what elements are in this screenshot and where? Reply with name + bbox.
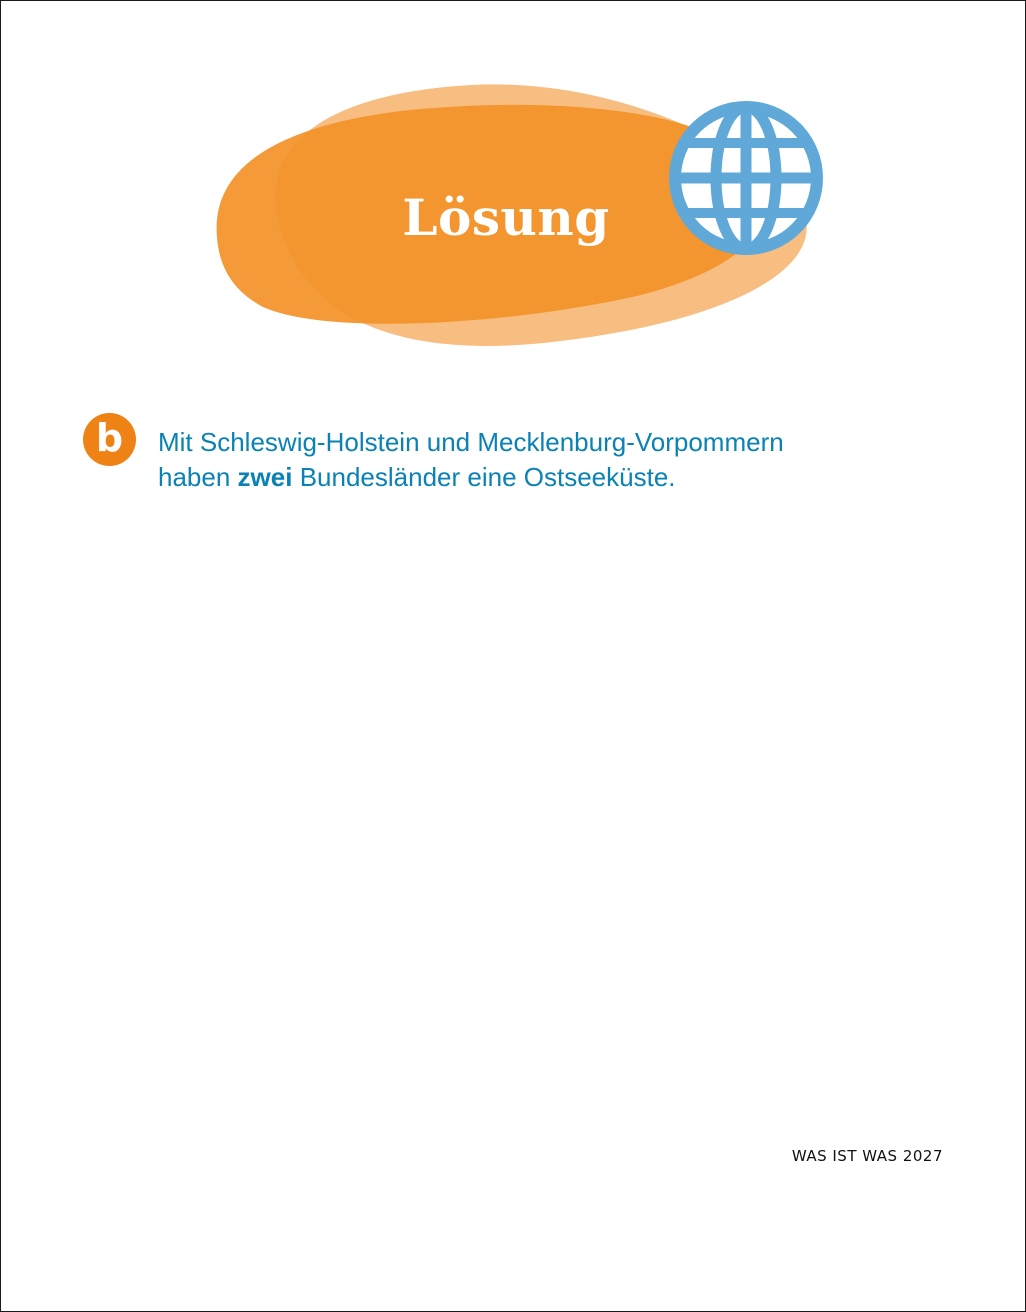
globe-icon [669, 101, 823, 255]
answer-line-1: Mit Schleswig-Holstein und Mecklenburg-Vorpommern [158, 427, 784, 457]
title-banner [1, 1, 1026, 381]
answer-highlight: zwei [237, 462, 293, 492]
answer-line-2-end: Bundesländer eine Ostseeküste. [299, 462, 676, 492]
answer-line-2-start: haben [158, 462, 231, 492]
answer-letter-badge: b [83, 413, 136, 466]
answer-text [158, 425, 958, 495]
footer-credit: WAS IST WAS 2027 [791, 1147, 943, 1165]
page-title: Lösung [402, 188, 610, 247]
